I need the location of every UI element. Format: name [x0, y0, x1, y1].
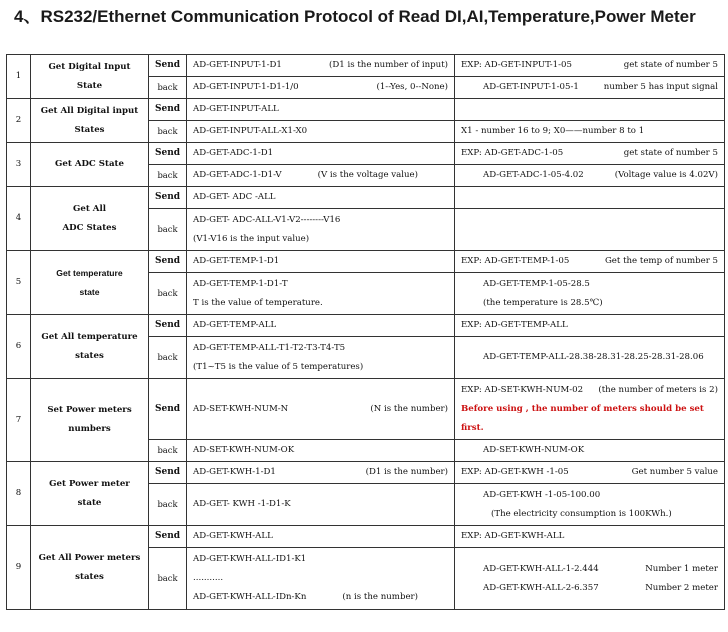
- send-command: AD-GET- ADC -ALL: [187, 187, 455, 209]
- command-name: Get Digital Input State: [31, 55, 149, 99]
- send-label: Send: [149, 187, 187, 209]
- send-command: AD-GET-KWH-ALL: [187, 526, 455, 548]
- command-name: Get All Power meters states: [31, 526, 149, 610]
- send-command: AD-SET-KWH-NUM-N (N is the number): [187, 379, 455, 440]
- send-command: AD-GET-KWH-1-D1 (D1 is the number): [187, 462, 455, 484]
- send-label: Send: [149, 55, 187, 77]
- row-number: 7: [7, 379, 31, 462]
- back-example: AD-GET-TEMP-1-05-28.5 (the temperature is 28.5℃): [455, 273, 725, 315]
- command-name: Get All Digital input States: [31, 99, 149, 143]
- send-label: Send: [149, 379, 187, 440]
- send-example: EXP: AD-GET-TEMP-ALL: [455, 315, 725, 337]
- row-number: 9: [7, 526, 31, 610]
- send-example: EXP: AD-SET-KWH-NUM-02 (the number of meters is 2) Before using , the number of meters should be set first.: [455, 379, 725, 440]
- send-label: Send: [149, 526, 187, 548]
- table-row: [7, 143, 725, 165]
- back-example: AD-GET-KWH-ALL-1-2.444 Number 1 meter AD-GET-KWH-ALL-2-6.357 Number 2 meter: [455, 548, 725, 610]
- row-number: 5: [7, 251, 31, 315]
- back-command: AD-GET-ADC-1-D1-V (V is the voltage value): [187, 165, 455, 187]
- table-row: [7, 187, 725, 209]
- send-example: EXP: AD-GET-ADC-1-05 get state of number 5: [455, 143, 725, 165]
- send-example: EXP: AD-GET-KWH -1-05 Get number 5 value: [455, 462, 725, 484]
- row-number: 1: [7, 55, 31, 99]
- send-label: Send: [149, 99, 187, 121]
- page-title: 4、RS232/Ethernet Communication Protocol of Read DI,AI,Temperature,Power Meter: [14, 7, 696, 26]
- back-command: AD-GET-TEMP-1-D1-T T is the value of temperature.: [187, 273, 455, 315]
- table-row: [7, 462, 725, 484]
- table-row: [7, 251, 725, 273]
- warning-note: Before using , the number of meters should be set first.: [461, 403, 704, 433]
- command-name: Get All temperature states: [31, 315, 149, 379]
- send-command: AD-GET-TEMP-ALL: [187, 315, 455, 337]
- table-row: [7, 526, 725, 548]
- row-number: 3: [7, 143, 31, 187]
- back-example: AD-GET-ADC-1-05-4.02 (Voltage value is 4.02V): [455, 165, 725, 187]
- back-label: back: [149, 209, 187, 251]
- row-number: 8: [7, 462, 31, 526]
- command-name: Get ADC State: [31, 143, 149, 187]
- table-row: [7, 55, 725, 77]
- back-label: back: [149, 165, 187, 187]
- row-number: 6: [7, 315, 31, 379]
- back-label: back: [149, 77, 187, 99]
- table-row: [7, 379, 725, 440]
- back-example: AD-SET-KWH-NUM-OK: [455, 440, 725, 462]
- row-number: 2: [7, 99, 31, 143]
- back-example: AD-GET-KWH -1-05-100.00 (The electricity consumption is 100KWh.): [455, 484, 725, 526]
- send-label: Send: [149, 315, 187, 337]
- back-label: back: [149, 548, 187, 610]
- back-command: AD-GET- ADC-ALL-V1-V2--------V16 (V1-V16 is the input value): [187, 209, 455, 251]
- table-row: [7, 99, 725, 121]
- back-command: AD-GET-KWH-ALL-ID1-K1 ........... AD-GET-KWH-ALL-IDn-Kn (n is the number): [187, 548, 455, 610]
- command-name: Get All ADC States: [31, 187, 149, 251]
- send-label: Send: [149, 462, 187, 484]
- row-number: 4: [7, 187, 31, 251]
- send-command: AD-GET-ADC-1-D1: [187, 143, 455, 165]
- back-label: back: [149, 484, 187, 526]
- back-command: AD-GET-INPUT-ALL-X1-X0: [187, 121, 455, 143]
- back-command: AD-GET-TEMP-ALL-T1-T2-T3-T4-T5 (T1~T5 is the value of 5 temperatures): [187, 337, 455, 379]
- send-command: AD-GET-INPUT-1-D1 (D1 is the number of input): [187, 55, 455, 77]
- back-label: back: [149, 440, 187, 462]
- send-label: Send: [149, 251, 187, 273]
- back-example: AD-GET-TEMP-ALL-28.38-28.31-28.25-28.31-28.06: [455, 337, 725, 379]
- send-label: Send: [149, 143, 187, 165]
- send-example: [455, 99, 725, 121]
- back-label: back: [149, 121, 187, 143]
- back-command: AD-SET-KWH-NUM-OK: [187, 440, 455, 462]
- back-label: back: [149, 273, 187, 315]
- send-example: EXP: AD-GET-TEMP-1-05 Get the temp of number 5: [455, 251, 725, 273]
- back-command: AD-GET- KWH -1-D1-K: [187, 484, 455, 526]
- command-name: Get temperature state: [31, 251, 149, 315]
- back-label: back: [149, 337, 187, 379]
- send-example: EXP: AD-GET-INPUT-1-05 get state of number 5: [455, 55, 725, 77]
- command-name: Set Power meters numbers: [31, 379, 149, 462]
- back-example: [455, 209, 725, 251]
- send-example: [455, 187, 725, 209]
- table-row: [7, 315, 725, 337]
- protocol-table: [6, 54, 725, 610]
- send-command: AD-GET-TEMP-1-D1: [187, 251, 455, 273]
- back-command: AD-GET-INPUT-1-D1-1/0 (1--Yes, 0--None): [187, 77, 455, 99]
- send-command: AD-GET-INPUT-ALL: [187, 99, 455, 121]
- back-example: AD-GET-INPUT-1-05-1 number 5 has input signal: [455, 77, 725, 99]
- send-example: EXP: AD-GET-KWH-ALL: [455, 526, 725, 548]
- command-name: Get Power meter state: [31, 462, 149, 526]
- back-example: X1 - number 16 to 9; X0——number 8 to 1: [455, 121, 725, 143]
